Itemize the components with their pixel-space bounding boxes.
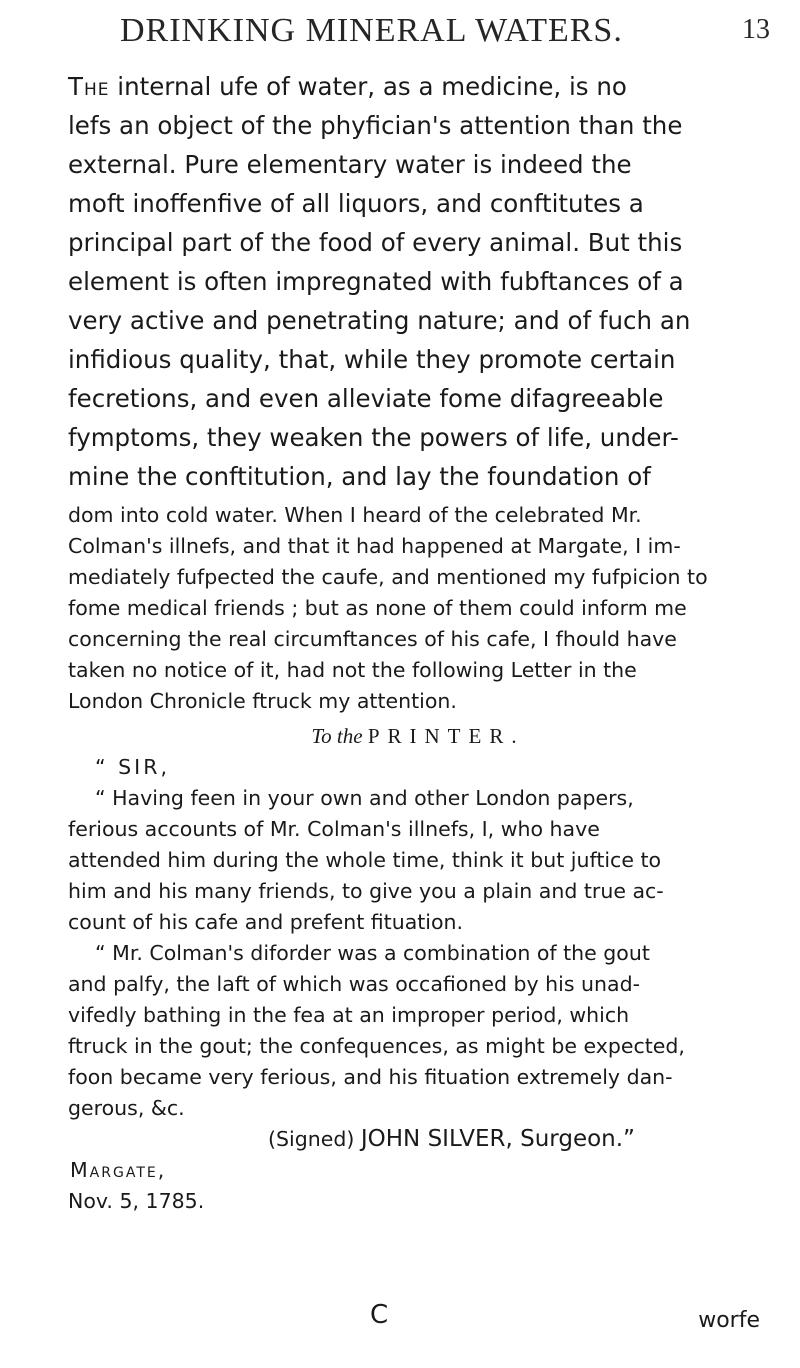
text-line: The internal ufe of water, as a medicine, is no xyxy=(68,72,627,101)
text-line: ftruck in the gout; the confequences, as might be expected, xyxy=(68,1034,685,1058)
text-line: fymptoms, they weaken the powers of life, under- xyxy=(68,423,679,452)
page-footer xyxy=(68,1300,768,1350)
text-line: dom into cold water. When I heard of the celebrated Mr. xyxy=(68,503,642,527)
letter-salutation: “ SIR, xyxy=(95,755,170,779)
text-line: fecretions, and even alleviate fome difagreeable xyxy=(68,384,664,413)
text-line: ferious accounts of Mr. Colman's illnefs, I, who have xyxy=(68,817,600,841)
text-line: London Chronicle ftruck my attention. xyxy=(68,689,457,713)
text-line: vifedly bathing in the fea at an improper period, which xyxy=(68,1003,630,1027)
page-number: 13 xyxy=(742,14,770,45)
text-line: concerning the real circumftances of his cafe, I fhould have xyxy=(68,627,677,651)
text-line: mediately fufpected the caufe, and mentioned my fufpicion to xyxy=(68,565,708,589)
catchword: worfe xyxy=(698,1308,760,1333)
main-paragraph xyxy=(68,67,768,496)
text-line: infidious quality, that, while they promote certain xyxy=(68,345,676,374)
text-line: him and his many friends, to give you a plain and true ac- xyxy=(68,879,664,903)
page-header xyxy=(90,12,780,56)
text-line: external. Pure elementary water is indeed the xyxy=(68,150,632,179)
text-line: mine the conftitution, and lay the foundation of xyxy=(68,462,651,491)
first-word: The xyxy=(68,72,110,101)
running-title: DRINKING MINERAL WATERS. xyxy=(120,12,623,49)
signature-mark: C xyxy=(370,1300,389,1330)
text-line: principal part of the food of every animal. But this xyxy=(68,228,683,257)
text-line: count of his cafe and prefent fituation. xyxy=(68,910,464,934)
text-line: moft inoffenfive of all liquors, and conftitutes a xyxy=(68,189,644,218)
text-line: “ Having feen in your own and other London papers, xyxy=(95,786,634,810)
text-line: gerous, &c. xyxy=(68,1096,185,1120)
text-line: Colman's illnefs, and that it had happened at Margate, I im- xyxy=(68,534,681,558)
text-line: very active and penetrating nature; and of fuch an xyxy=(68,306,691,335)
footnote-section xyxy=(68,500,768,1217)
date-line: Nov. 5, 1785. xyxy=(68,1189,205,1213)
text-line: lefs an object of the phyfician's attention than the xyxy=(68,111,683,140)
text-line: taken no notice of it, had not the following Letter in the xyxy=(68,658,637,682)
signature-line: (Signed) JOHN SILVER, Surgeon.” xyxy=(268,1126,635,1152)
text-line: and palfy, the laft of which was occafioned by his unad- xyxy=(68,972,640,996)
text-line: element is often impregnated with fubftances of a xyxy=(68,267,684,296)
text-line: “ Mr. Colman's diforder was a combination of the gout xyxy=(95,941,650,965)
text-line: attended him during the whole time, think it but juftice to xyxy=(68,848,662,872)
text-line: fome medical friends ; but as none of them could inform me xyxy=(68,596,687,620)
letter-heading: To the PRINTER. xyxy=(311,724,525,748)
place-line: Margate, xyxy=(70,1158,167,1182)
text-line: foon became very ferious, and his fituation extremely dan- xyxy=(68,1065,673,1089)
